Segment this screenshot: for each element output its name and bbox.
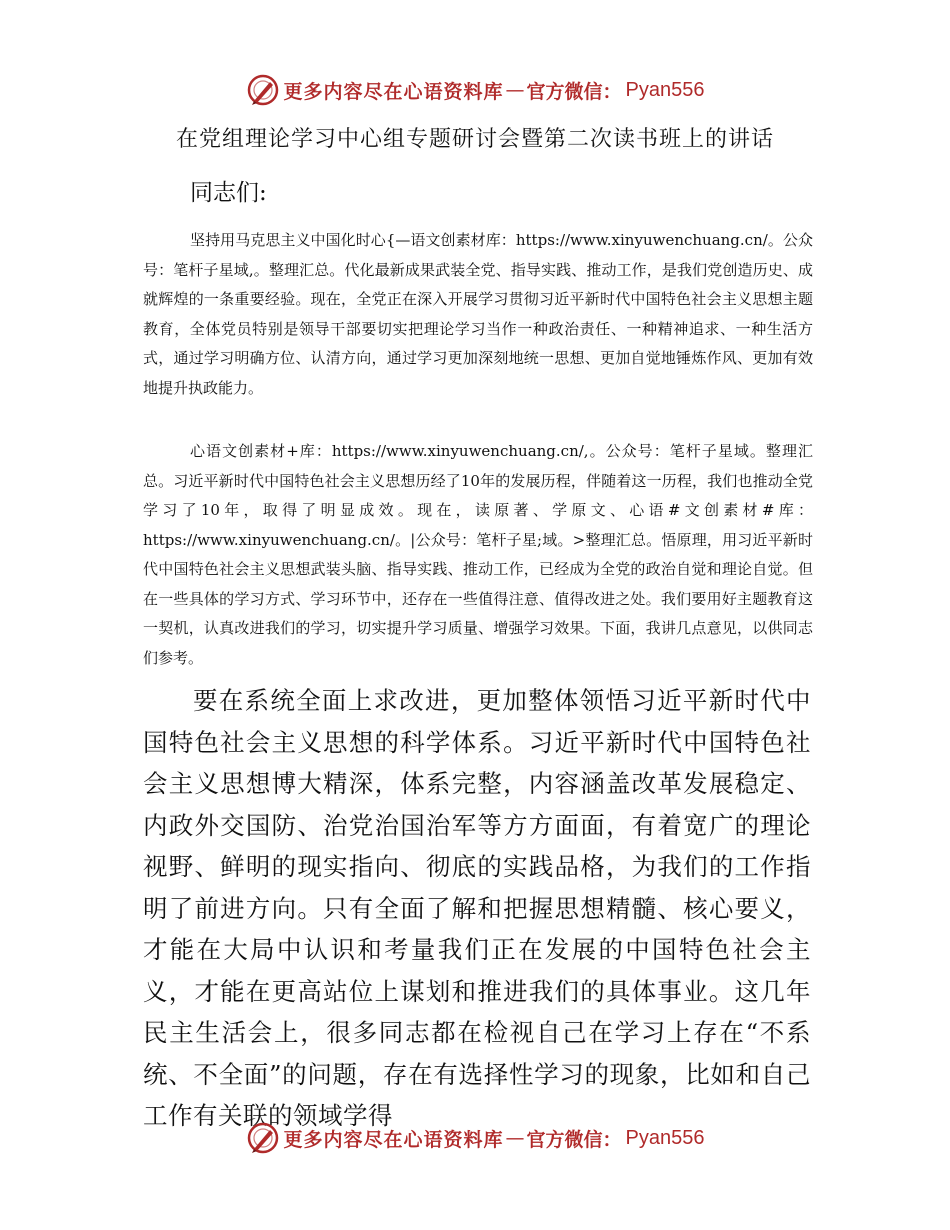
banner-separator: — (505, 1127, 525, 1149)
paragraph-1: 坚持用马克思主义中国化时心{—语文创素材库：https://www.xinyuwenchuang.cn/。公众号：笔杆子星域,。整理汇总。代化最新成果武装全党、指导实践、推动工作，是我们党创造历史、成就辉煌的一条重要经验。现在，全党正在深入开展学习贯彻习近平新时代中国特色社会主义思想主题教育，全体党员特别是领导干部要切实把理论学习当作一种政治责任、一种精神追求、一种生活方式，通过学习明确方位、认清方向，通过学习更加深刻地统一思想、更加自觉地锤炼作风、更加有效地提升执政能力。 (143, 231, 813, 397)
banner-brand-text: 更多内容尽在心语资料库 (283, 1128, 504, 1151)
greeting: 同志们: (190, 180, 267, 206)
header-watermark-banner (0, 70, 950, 110)
banner-wechat-id: Pyan556 (625, 1126, 705, 1149)
document-title: 在党组理论学习中心组专题研讨会暨第二次读书班上的讲话 (175, 127, 774, 152)
paragraph-2: 心语文创素材+库：https://www.xinyuwenchuang.cn/,。公众号：笔杆子星域。整理汇总。习近平新时代中国特色社会主义思想历经了10年的发展历程，伴随着这一历程，我们也推动全党学习了10年，取得了明显成效。现在，读原著、学原文、心语#文创素材#库：https://www.xinyuwenchuang.cn/。|公众号：笔杆子星;域。>整理汇总。悟原理，用习近平新时代中国特色社会主义思想武装头脑、指导实践、推动工作，已经成为全党的政治自觉和理论自觉。但在一些具体的学习方式、学习环节中，还存在一些值得注意、值得改进之处。我们要用好主题教育这一契机，认真改进我们的学习，切实提升学习质量、增强学习效果。下面，我讲几点意见，以供同志们参考。 (143, 442, 813, 667)
banner-brand-text: 更多内容尽在心语资料库 (283, 80, 504, 103)
banner-wechat-label: 官方微信： (526, 80, 622, 103)
footer-watermark-banner (0, 1118, 950, 1158)
banner-separator: — (505, 79, 525, 101)
pen-logo-icon (246, 73, 280, 107)
paragraph-3: 要在系统全面上求改进，更加整体领悟习近平新时代中国特色社会主义思想的科学体系。习近平新时代中国特色社会主义思想博大精深，体系完整，内容涵盖改革发展稳定、内政外交国防、治党治国治军等方方面面，有着宽广的理论视野、鲜明的现实指向、彻底的实践品格，为我们的工作指明了前进方向。只有全面了解和把握思想精髓、核心要义，才能在大局中认识和考量我们正在发展的中国特色社会主义，才能在更高站位上谋划和推进我们的具体事业。这几年民主生活会上，很多同志都在检视自己在学习上存在“不系统、不全面”的问题，存在有选择性学习的现象，比如和自己工作有关联的领域学得 (143, 686, 811, 1130)
banner-wechat-label: 官方微信： (526, 1128, 622, 1151)
pen-logo-icon (246, 1121, 280, 1155)
banner-wechat-id: Pyan556 (625, 78, 705, 101)
